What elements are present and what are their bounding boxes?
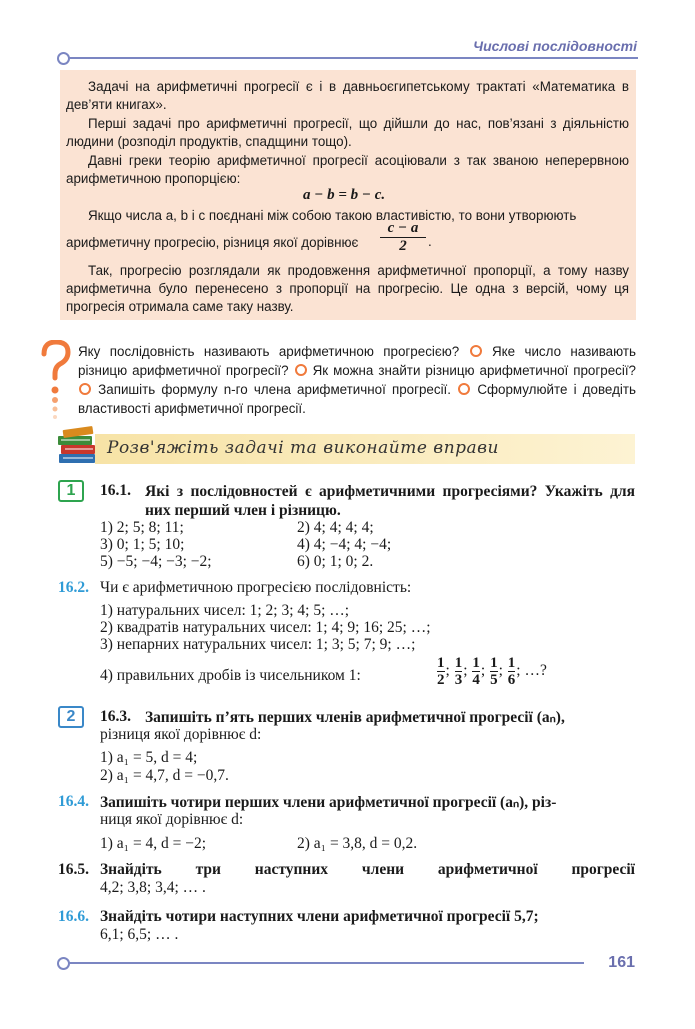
history-p2: Перші задачі про арифметичні прогресії, що дійшли до нас, пов’язані з діяльністю людини (розподіл продуктів, спадщини тощо). (66, 116, 629, 149)
fraction-1-4: $\frac{1}{4}$ (472, 655, 480, 688)
history-p4a: Якщо числа a, b і c поєднані між собою такою властивістю, то вони утворюють (88, 208, 577, 223)
history-p1: Задачі на арифметичні прогресії є і в давньоєгипетському трактаті «Математика в дев’яти книгах». (66, 79, 629, 112)
task-16-2-number: 16.2. (58, 579, 89, 596)
history-p5: Так, прогресію розглядали як продовження арифметичної пропорції, а тому назву арифметична було перенесено з пропорції на прогресію. Це одна з версій, чому ця прогресія отримала саме таку назву. (66, 263, 629, 314)
question-4: Запишіть формулу n-го члена арифметичної прогресії. (98, 382, 451, 397)
running-header: Числові послідовності (473, 38, 637, 54)
task-16-3-item-2: 2) a₁ = 4,7, d = −0,7. (100, 767, 229, 784)
task-16-4-text-2: ниця якої дорівнює d: (100, 811, 244, 828)
fraction-denominator: 2 (380, 237, 426, 255)
task-16-6-text-2: 6,1; 6,5; … . (100, 926, 179, 943)
task-16-5-text-2: 4,2; 3,8; 3,4; … . (100, 879, 206, 896)
task-16-1-text: Які з послідовностей є арифметичними прогресіями? Укажіть для них перший член і різницю. (145, 483, 635, 519)
question-3: Як можна знайти різницю арифметичної прогресії? (312, 363, 636, 378)
task-16-1-item-4: 4) 4; −4; 4; −4; (297, 536, 392, 553)
fraction-period: . (428, 234, 432, 249)
task-16-5-text-1: Знайдіть три наступних члени арифметичної прогресії (100, 861, 635, 878)
footer-rule (64, 962, 584, 964)
question-5: Сформулюйте і доведіть властивості арифметичної прогресії. (78, 382, 636, 416)
unit-fractions: $\frac{1}{2}$ ; $\frac{1}{3}$ ; $\frac{1}{4}$ ; $\frac{1}{5}$ ; $\frac{1}{6}$ ; …? (437, 655, 547, 688)
question-2: Яке число називають різницю арифметичної прогресії? (78, 344, 636, 378)
fraction-1-3: $\frac{1}{3}$ (454, 655, 463, 688)
footer-rule-dot (57, 957, 70, 970)
task-16-3-number: 16.3. (100, 708, 131, 725)
proportion-formula: a − b = b − c. (303, 187, 386, 203)
task-16-2-text: Чи є арифметичною прогресією послідовність: (100, 579, 412, 596)
history-p3: Давні греки теорію арифметичної прогресії асоціювали з так званою неперервною арифметичною пропорцією: (66, 153, 629, 186)
task-16-1-item-3: 3) 0; 1; 5; 10; (100, 536, 185, 553)
bullet-circle-icon (295, 364, 307, 376)
question-mark-icon (38, 340, 72, 420)
review-questions (78, 342, 636, 418)
fraction-1-6: $\frac{1}{6}$ (507, 655, 516, 688)
task-16-4-number: 16.4. (58, 793, 89, 810)
task-16-1-item-6: 6) 0; 1; 0; 2. (297, 553, 374, 570)
task-16-6-text-1: Знайдіть чотири наступних члени арифметичної прогресії 5,7; (100, 908, 539, 925)
task-16-6-number: 16.6. (58, 908, 89, 925)
task-16-3-text-2: різниця якої дорівнює d: (100, 726, 262, 743)
task-16-2-item-1: 1) натуральних чисел: 1; 2; 3; 4; 5; …; (100, 602, 350, 619)
history-box (60, 70, 636, 320)
bullet-circle-icon (470, 345, 482, 357)
level-2-badge: 2 (58, 706, 84, 728)
task-16-3-item-1: 1) a₁ = 5, d = 4; (100, 749, 198, 766)
bullet-circle-icon (458, 383, 470, 395)
task-16-1-item-1: 1) 2; 5; 8; 11; (100, 519, 184, 536)
fraction-1-5: $\frac{1}{5}$ (490, 655, 498, 688)
history-p4b: арифметичну прогресію, різниця якої дорівнює (66, 235, 359, 250)
task-16-1-number: 16.1. (100, 482, 131, 499)
task-16-2-item-2: 2) квадратів натуральних чисел: 1; 4; 9; 16; 25; …; (100, 619, 431, 636)
difference-fraction (380, 220, 426, 255)
fraction-numerator: c − a (387, 220, 419, 236)
task-16-2-item-4: 4) правильних дробів із чисельником 1: (100, 667, 361, 684)
exercises-title: Розв'яжіть задачі та виконайте вправи (107, 438, 500, 458)
fraction-1-2: $\frac{1}{2}$ (437, 655, 445, 688)
header-rule (64, 57, 638, 59)
task-16-5-number: 16.5. (58, 861, 89, 878)
page-number: 161 (608, 954, 635, 971)
task-16-1-item-5: 5) −5; −4; −3; −2; (100, 553, 212, 570)
task-16-4-item-1: 1) a₁ = 4, d = −2; (100, 835, 207, 852)
task-16-4-text-1: Запишіть чотири перших члени арифметичної прогресії (aₙ), різ- (100, 794, 557, 811)
exercises-banner (95, 434, 635, 464)
question-1: Яку послідовність називають арифметичною прогресією? (78, 344, 460, 359)
task-16-1-item-2: 2) 4; 4; 4; 4; (297, 519, 374, 536)
header-rule-dot (57, 52, 70, 65)
bullet-circle-icon (79, 383, 91, 395)
task-16-3-text-1: Запишіть п’ять перших членів арифметичної прогресії (aₙ), (145, 709, 565, 726)
task-16-4-item-2: 2) a₁ = 3,8, d = 0,2. (297, 835, 418, 852)
books-icon (55, 424, 99, 468)
task-16-2-item-3: 3) непарних натуральних чисел: 1; 3; 5; 7; 9; …; (100, 636, 416, 653)
fraction-tail: …? (524, 662, 547, 680)
level-1-badge: 1 (58, 480, 84, 502)
